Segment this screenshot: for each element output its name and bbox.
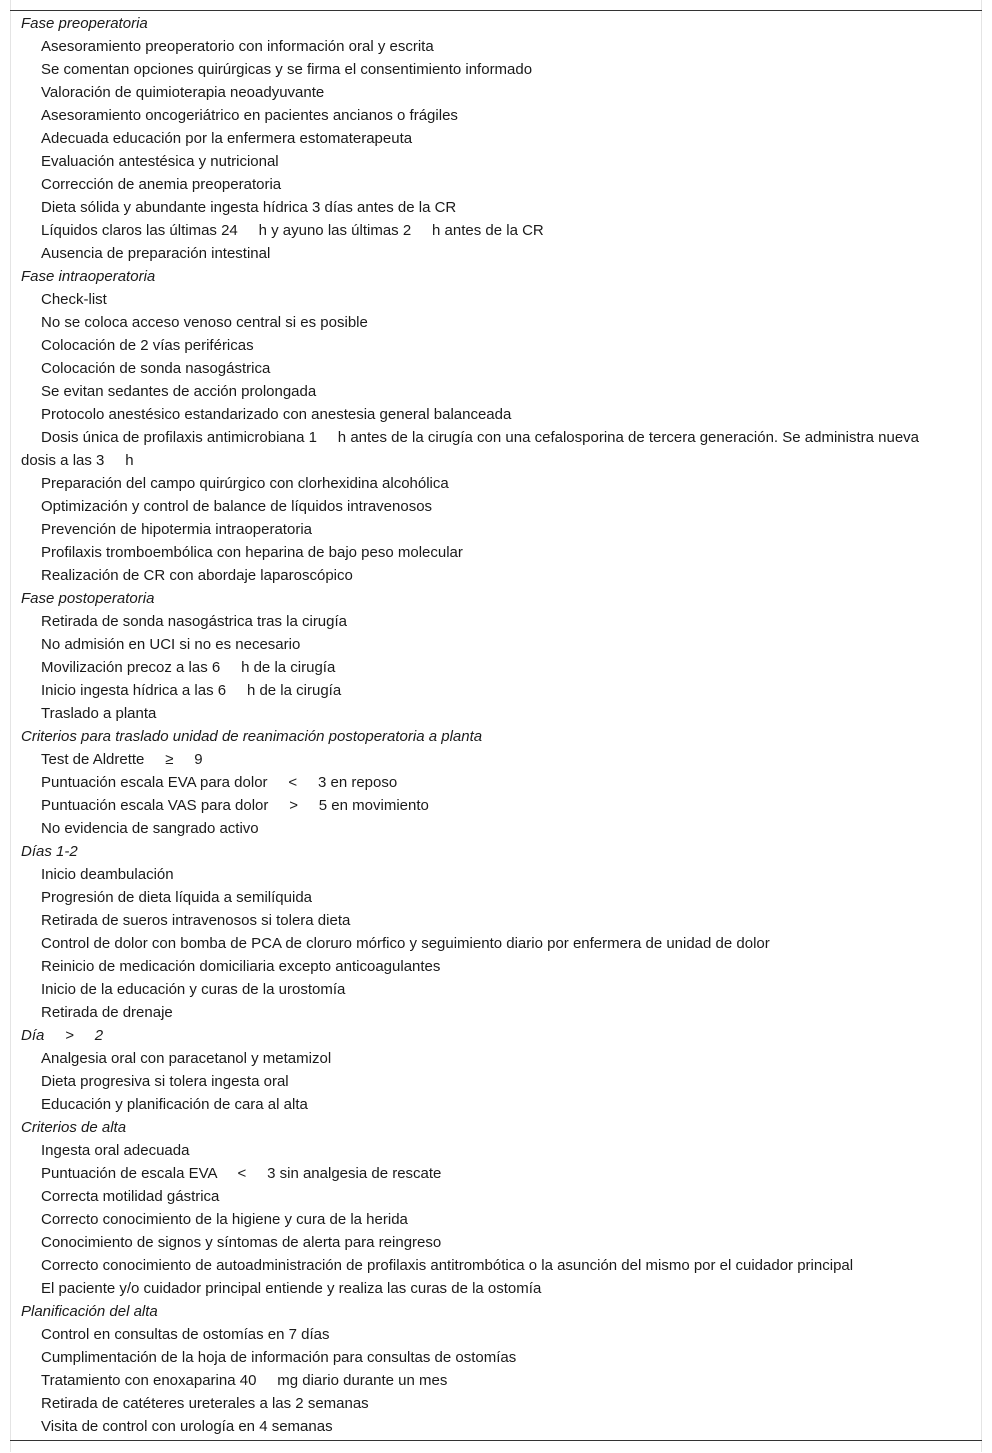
protocol-table bbox=[10, 10, 982, 1441]
section-heading: Fase preoperatoria bbox=[21, 15, 148, 32]
table-row: Valoración de quimioterapia neoadyuvante bbox=[41, 84, 325, 101]
table-row: Adecuada educación por la enfermera estomaterapeuta bbox=[41, 130, 413, 147]
table-row: Colocación de 2 vías periféricas bbox=[41, 337, 254, 354]
section-heading: Criterios de alta bbox=[21, 1119, 127, 1136]
table-row: Corrección de anemia preoperatoria bbox=[41, 176, 282, 193]
table-row: Profilaxis tromboembólica con heparina de bajo peso molecular bbox=[41, 544, 463, 561]
table-row: Test de Aldrette ≥ 9 bbox=[41, 751, 203, 768]
table-row: Reinicio de medicación domiciliaria excepto anticoagulantes bbox=[41, 958, 441, 975]
table-row: Optimización y control de balance de líquidos intravenosos bbox=[41, 498, 433, 515]
table-row: Ausencia de preparación intestinal bbox=[41, 245, 271, 262]
table-row: Puntuación escala VAS para dolor > 5 en movimiento bbox=[41, 797, 429, 814]
table-row: Educación y planificación de cara al alta bbox=[41, 1096, 308, 1113]
table-row: No se coloca acceso venoso central si es posible bbox=[41, 314, 368, 331]
table-row: Retirada de sueros intravenosos si tolera dieta bbox=[41, 912, 351, 929]
section-heading: Fase postoperatoria bbox=[21, 590, 155, 607]
section-heading: Planificación del alta bbox=[21, 1303, 158, 1320]
table-row: Colocación de sonda nasogástrica bbox=[41, 360, 271, 377]
table-row: Se comentan opciones quirúrgicas y se firma el consentimiento informado bbox=[41, 61, 533, 78]
table-row: Retirada de drenaje bbox=[41, 1004, 173, 1021]
table-row: Correcto conocimiento de la higiene y cura de la herida bbox=[41, 1211, 408, 1228]
section-heading: Fase intraoperatoria bbox=[21, 268, 156, 285]
table-row: Dieta progresiva si tolera ingesta oral bbox=[41, 1073, 289, 1090]
table-row: Check-list bbox=[41, 291, 107, 308]
table-row: Preparación del campo quirúrgico con clorhexidina alcohólica bbox=[41, 475, 449, 492]
section-heading: Criterios para traslado unidad de reanimación postoperatoria a planta bbox=[21, 728, 483, 745]
table-row: El paciente y/o cuidador principal entiende y realiza las curas de la ostomía bbox=[41, 1280, 542, 1297]
table-row: Líquidos claros las últimas 24 h y ayuno las últimas 2 h antes de la CR bbox=[41, 222, 544, 239]
table-row: Retirada de sonda nasogástrica tras la cirugía bbox=[41, 613, 348, 630]
table-row: No evidencia de sangrado activo bbox=[41, 820, 259, 837]
section-heading: Días 1-2 bbox=[21, 843, 78, 860]
table-row: Tratamiento con enoxaparina 40 mg diario durante un mes bbox=[41, 1372, 448, 1389]
table-row: Inicio ingesta hídrica a las 6 h de la cirugía bbox=[41, 682, 342, 699]
table-row: Inicio de la educación y curas de la urostomía bbox=[41, 981, 346, 998]
table-row: Conocimiento de signos y síntomas de alerta para reingreso bbox=[41, 1234, 442, 1251]
table-row: Evaluación antestésica y nutricional bbox=[41, 153, 279, 170]
table-row: Dieta sólida y abundante ingesta hídrica 3 días antes de la CR bbox=[41, 199, 457, 216]
table-row: Protocolo anestésico estandarizado con anestesia general balanceada bbox=[41, 406, 512, 423]
table-row: Control en consultas de ostomías en 7 días bbox=[41, 1326, 330, 1343]
table-row: Correcto conocimiento de autoadministración de profilaxis antitrombótica o la asunción del mismo por el cuidador principal bbox=[41, 1257, 854, 1274]
table-row: Puntuación de escala EVA < 3 sin analgesia de rescate bbox=[41, 1165, 442, 1182]
table-row: Movilización precoz a las 6 h de la cirugía bbox=[41, 659, 336, 676]
table-row: Progresión de dieta líquida a semilíquida bbox=[41, 889, 313, 906]
table-row: Retirada de catéteres ureterales a las 2 semanas bbox=[41, 1395, 369, 1412]
table-row: Se evitan sedantes de acción prolongada bbox=[41, 383, 317, 400]
table-row: Control de dolor con bomba de PCA de cloruro mórfico y seguimiento diario por enfermera de unidad de dolor bbox=[41, 935, 770, 952]
table-row: Realización de CR con abordaje laparoscópico bbox=[41, 567, 353, 584]
table-row: Visita de control con urología en 4 semanas bbox=[41, 1418, 333, 1435]
table-row: Traslado a planta bbox=[41, 705, 157, 722]
table-row: Puntuación escala EVA para dolor < 3 en reposo bbox=[41, 774, 398, 791]
table-row: Asesoramiento oncogeriátrico en pacientes ancianos o frágiles bbox=[41, 107, 458, 124]
table-row: Dosis única de profilaxis antimicrobiana 1 h antes de la cirugía con una cefalosporina de tercera generación. Se administra nueva dosis a las 3 h bbox=[21, 429, 924, 469]
section-heading: Día > 2 bbox=[21, 1027, 104, 1044]
table-row: Inicio deambulación bbox=[41, 866, 174, 883]
table-row: Asesoramiento preoperatorio con información oral y escrita bbox=[41, 38, 434, 55]
table-row: Correcta motilidad gástrica bbox=[41, 1188, 220, 1205]
table-row: Analgesia oral con paracetanol y metamizol bbox=[41, 1050, 332, 1067]
table-row: Cumplimentación de la hoja de información para consultas de ostomías bbox=[41, 1349, 517, 1366]
table-row: Prevención de hipotermia intraoperatoria bbox=[41, 521, 312, 538]
table-row: No admisión en UCI si no es necesario bbox=[41, 636, 301, 653]
table-row: Ingesta oral adecuada bbox=[41, 1142, 190, 1159]
